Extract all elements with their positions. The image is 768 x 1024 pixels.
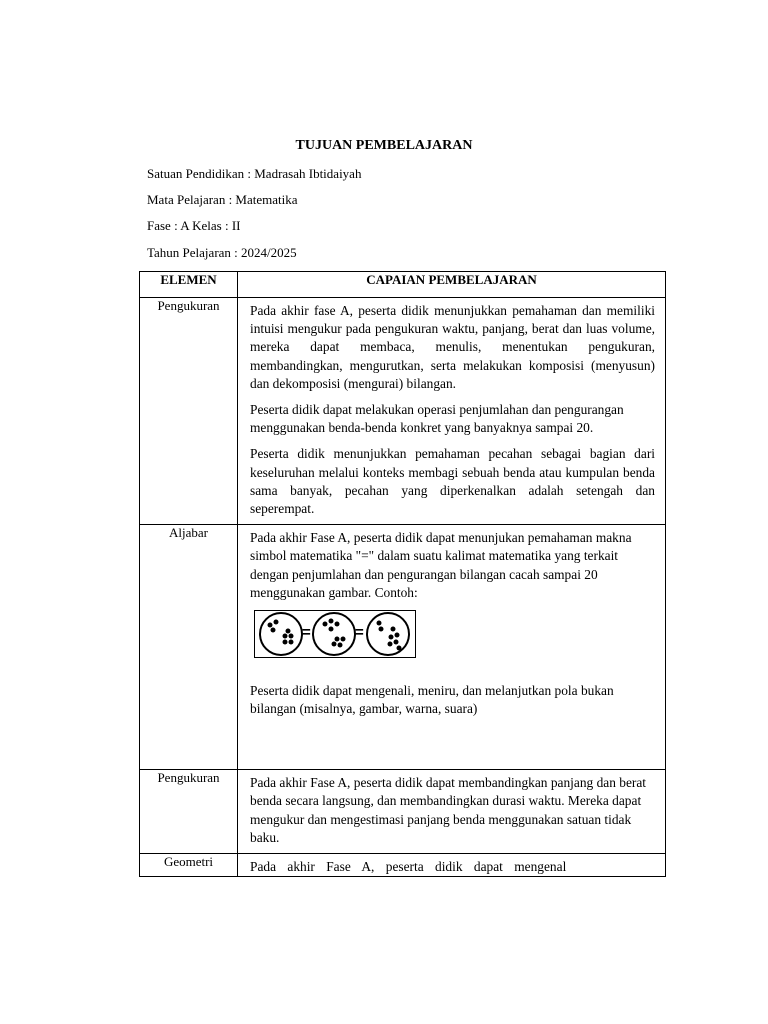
outcome-cell: [238, 298, 666, 525]
outcome-paragraph: Peserta didik dapat mengenali, meniru, dan melanjutkan pola bukan bilangan (misalnya, gambar, warna, suara): [250, 683, 614, 717]
meta-school: Satuan Pendidikan : Madrasah Ibtidaiyah: [147, 166, 362, 181]
outcome-paragraph: Peserta didik menunjukkan pemahaman pecahan sebagai bagian dari keseluruhan melalui konteks membagi sebuah benda atau kumpulan benda sama banyak, pecahan yang diperkenalkan adalah setengah dan seperempat.: [250, 446, 655, 517]
table-row: [140, 525, 666, 770]
outcome-paragraph: Pada akhir Fase A, peserta didik dapat mengenal: [250, 859, 567, 875]
outcome-cell: [238, 770, 666, 854]
table-row: [140, 854, 666, 877]
outcome-cell: [238, 854, 666, 877]
meta-phase: Fase : A Kelas : II: [147, 218, 241, 233]
equals-sign: =: [355, 624, 364, 642]
table-row: [140, 298, 666, 525]
table-header-row: [140, 272, 666, 298]
element-cell: Pengukuran: [140, 298, 238, 525]
learning-outcomes-table: [139, 271, 666, 877]
table-row: [140, 770, 666, 854]
meta-subject: Mata Pelajaran : Matematika: [147, 192, 298, 207]
outcome-paragraph: Pada akhir Fase A, peserta didik dapat menunjukan pemahaman makna simbol matematika "=" dalam suatu kalimat matematika yang terkait dengan penjumlahan dan pengurangan bilangan cacah sampai 20 menggunakan gambar. Contoh:: [250, 530, 632, 600]
equality-example-figure: [254, 610, 416, 658]
dots-in-circles-illustration: [255, 611, 415, 657]
outcome-cell: [238, 525, 666, 770]
element-cell: Geometri: [140, 854, 238, 877]
outcome-paragraph: Pada akhir fase A, peserta didik menunjukkan pemahaman dan memiliki intuisi mengukur pada pengukuran waktu, panjang, berat dan luas volume, mereka dapat membaca, menulis, menentukan pengukuran, membandingkan, mengurutkan, serta melakukan komposisi (menyusun) dan dekomposisi (mengurai) bilangan.: [250, 303, 655, 391]
document-title: TUJUAN PEMBELAJARAN: [295, 138, 473, 153]
meta-year: Tahun Pelajaran : 2024/2025: [147, 245, 297, 260]
outcome-paragraph: Pada akhir Fase A, peserta didik dapat membandingkan panjang dan berat benda secara langsung, dan membandingkan durasi waktu. Mereka dapat mengukur dan mengestimasi panjang benda menggunakan satuan tidak baku.: [250, 775, 647, 845]
header-outcome: CAPAIAN PEMBELAJARAN: [238, 272, 666, 298]
header-element: ELEMEN: [140, 272, 238, 298]
equals-sign: =: [302, 624, 311, 642]
outcome-paragraph: Peserta didik dapat melakukan operasi penjumlahan dan pengurangan menggunakan benda-benda konkret yang banyaknya sampai 20.: [250, 402, 624, 436]
element-cell: Pengukuran: [140, 770, 238, 854]
element-cell: Aljabar: [140, 525, 238, 770]
